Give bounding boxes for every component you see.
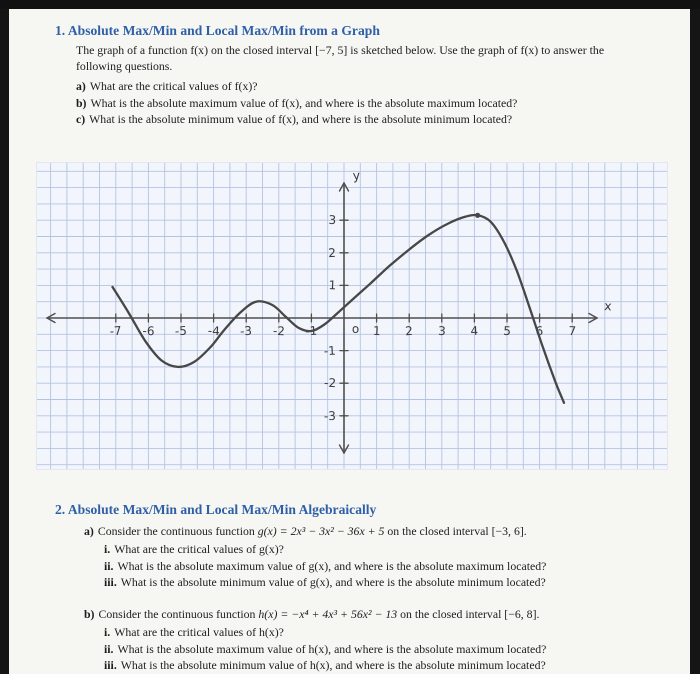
section1-heading: 1. Absolute Max/Min and Local Max/Min from a Graph	[55, 23, 380, 38]
svg-text:-6: -6	[142, 323, 155, 338]
section1-intro: The graph of a function f(x) on the closed interval [−7, 5] is sketched below. Use the graph of f(x) to answer the following questions.	[76, 43, 605, 73]
section2-heading: 2. Absolute Max/Min and Local Max/Min Algebraically	[55, 501, 377, 517]
part-a-sub-i-label: i.	[104, 542, 111, 556]
part-a-lead: Consider the continuous function	[97, 523, 255, 538]
part-b-sub-iii	[104, 658, 670, 674]
svg-text:-1: -1	[323, 343, 337, 358]
part-b-sub-i	[104, 625, 670, 641]
svg-text:-3: -3	[239, 323, 253, 338]
part-b-sub-ii	[104, 642, 670, 658]
part-b-sub-ii-text: What is the absolute maximum value of h(x), and where is the absolute maximum located?	[117, 641, 547, 656]
svg-text:3: 3	[328, 212, 337, 227]
part-a-sub-i-text: What are the critical values of g(x)?	[114, 542, 284, 556]
question-b-label: b)	[76, 95, 87, 110]
part-b-lead: Consider the continuous function	[98, 606, 256, 621]
question-a-label: a)	[76, 79, 86, 93]
function-graph-svg	[37, 163, 667, 469]
question-a	[76, 79, 670, 95]
part-a-label: a)	[84, 523, 94, 538]
part-a-line	[84, 524, 670, 540]
svg-text:2: 2	[404, 323, 414, 338]
part-b-label: b)	[84, 606, 95, 621]
graph-paper	[36, 162, 668, 470]
svg-text:7: 7	[568, 323, 577, 338]
part-a-sub-ii-label: ii.	[104, 558, 114, 573]
question-b-text: What is the absolute maximum value of f(x), and where is the absolute maximum located?	[90, 95, 518, 110]
svg-text:-5: -5	[174, 323, 188, 338]
part-b-sub-i-text: What are the critical values of h(x)?	[114, 625, 284, 639]
part-b-formula: h(x) = −x⁴ + 4x³ + 56x² − 13	[258, 606, 398, 621]
svg-text:y: y	[352, 167, 361, 183]
part-a-sub-iii-text: What is the absolute minimum value of g(x), and where is the absolute minimum located?	[120, 575, 546, 589]
question-b	[76, 96, 670, 112]
part-b-sub-i-label: i.	[104, 625, 111, 639]
part-a-formula: g(x) = 2x³ − 3x² − 36x + 5	[257, 523, 385, 538]
part-b-sub-iii-text: What is the absolute minimum value of h(x), and where is the absolute minimum located?	[120, 658, 546, 672]
part-a-sub-i	[104, 542, 670, 558]
svg-text:-2: -2	[323, 375, 337, 390]
svg-text:4: 4	[470, 323, 479, 338]
svg-text:o: o	[351, 321, 360, 336]
svg-text:5: 5	[503, 323, 512, 338]
svg-text:-1: -1	[305, 323, 318, 338]
part-a-tail: on the closed interval [−3, 6].	[387, 523, 527, 538]
question-a-text: What are the critical values of f(x)?	[89, 79, 258, 93]
part-b-sub-ii-label: ii.	[104, 641, 114, 656]
svg-text:-3: -3	[323, 408, 337, 423]
svg-text:6: 6	[535, 323, 544, 338]
question-c	[76, 112, 670, 128]
svg-text:3: 3	[437, 323, 447, 338]
screen-top-bar	[0, 0, 700, 9]
svg-text:1: 1	[372, 323, 381, 338]
question-c-label: c)	[76, 112, 86, 126]
svg-text:-2: -2	[272, 323, 286, 338]
part-b-line	[84, 607, 670, 623]
svg-text:2: 2	[327, 245, 337, 260]
part-a-sub-ii	[104, 559, 670, 575]
part-a-sub-ii-text: What is the absolute maximum value of g(x), and where is the absolute maximum located?	[117, 558, 547, 573]
part-a-sub-iii-label: iii.	[104, 575, 117, 589]
svg-text:x: x	[603, 297, 613, 314]
part-a-sub-iii	[104, 575, 670, 591]
svg-text:-4: -4	[207, 323, 221, 338]
question-c-text: What is the absolute minimum value of f(x), and where is the absolute minimum located?	[89, 112, 513, 126]
worksheet-page	[9, 9, 690, 674]
part-b-sub-iii-label: iii.	[104, 658, 117, 672]
svg-text:1: 1	[328, 277, 337, 292]
svg-text:-7: -7	[109, 323, 122, 338]
part-b-tail: on the closed interval [−6, 8].	[400, 606, 540, 621]
